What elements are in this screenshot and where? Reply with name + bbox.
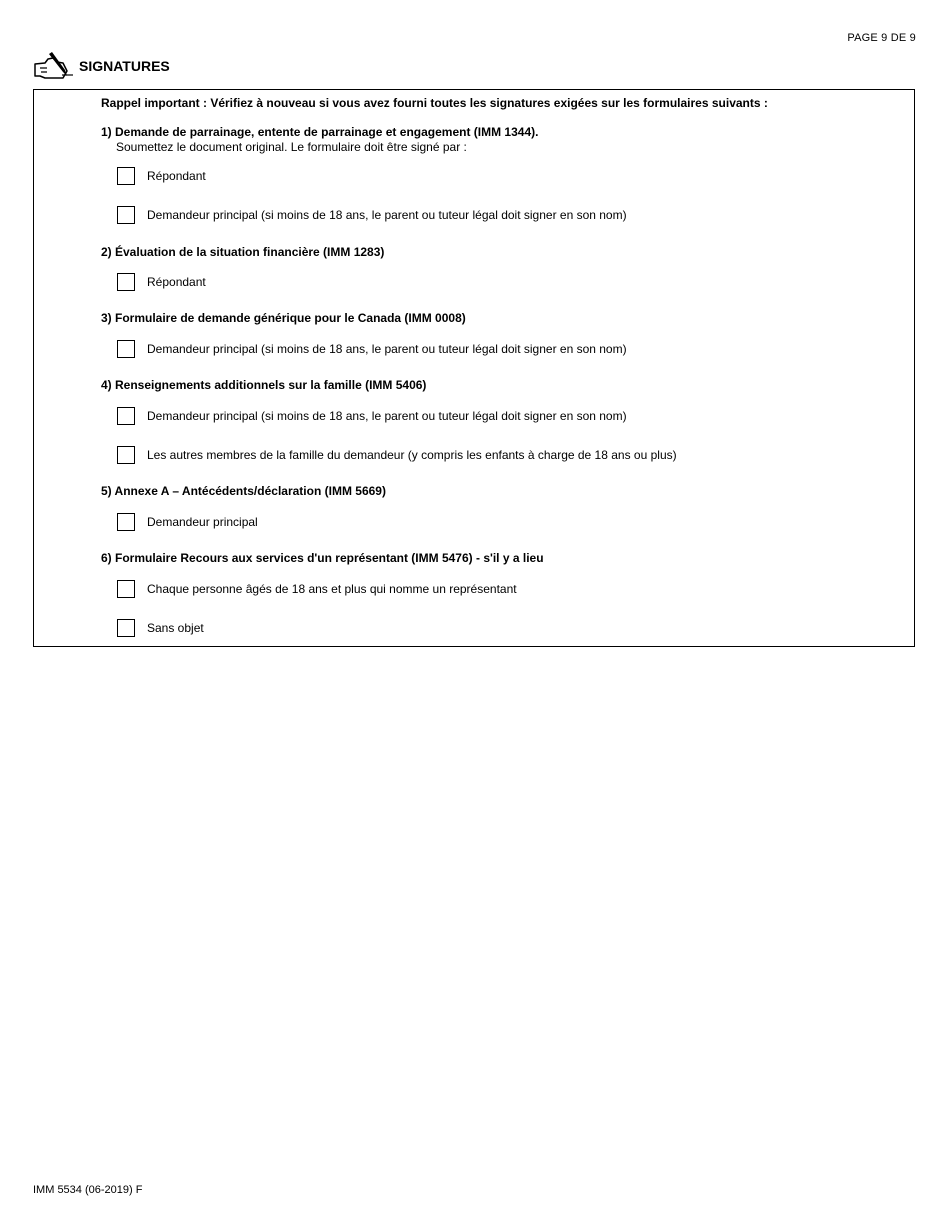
page-number: PAGE 9 DE 9 — [847, 32, 916, 44]
form-note-imm1344: Soumettez le document original. Le formulaire doit être signé par : — [116, 140, 467, 154]
checkbox-imm5406-demandeur-principal[interactable] — [117, 407, 135, 425]
section-title: SIGNATURES — [79, 58, 170, 74]
check-row-imm1344-demandeur — [117, 206, 627, 224]
signatures-checklist-box — [33, 89, 915, 647]
form-heading-imm5476: 6) Formulaire Recours aux services d'un représentant (IMM 5476) - s'il y a lieu — [101, 551, 544, 565]
check-row-imm5406-demandeur — [117, 407, 627, 425]
form-code: IMM 5534 (06-2019) F — [33, 1184, 143, 1196]
checkbox-label: Demandeur principal (si moins de 18 ans, le parent ou tuteur légal doit signer en son nom) — [147, 208, 627, 222]
important-reminder: Rappel important : Vérifiez à nouveau si vous avez fourni toutes les signatures exigées sur les formulaires suivants : — [101, 96, 768, 110]
form-heading-imm0008: 3) Formulaire de demande générique pour le Canada (IMM 0008) — [101, 311, 466, 325]
check-row-imm5406-famille — [117, 446, 677, 464]
hand-pen-icon — [33, 50, 75, 82]
checkbox-imm5406-autres-membres[interactable] — [117, 446, 135, 464]
check-row-imm1283-repondant — [117, 273, 206, 291]
form-heading-imm1344: 1) Demande de parrainage, entente de parrainage et engagement (IMM 1344). — [101, 125, 539, 139]
checkbox-label: Les autres membres de la famille du demandeur (y compris les enfants à charge de 18 ans ou plus) — [147, 448, 677, 462]
check-row-imm5476-representant — [117, 580, 517, 598]
section-header — [33, 50, 170, 82]
checkbox-label: Répondant — [147, 275, 206, 289]
checkbox-label: Sans objet — [147, 621, 204, 635]
checkbox-imm5476-chaque-personne[interactable] — [117, 580, 135, 598]
checkbox-label: Chaque personne âgés de 18 ans et plus qui nomme un représentant — [147, 582, 517, 596]
form-heading-imm5406: 4) Renseignements additionnels sur la famille (IMM 5406) — [101, 378, 427, 392]
check-row-imm5476-sans-objet — [117, 619, 204, 637]
checkbox-label: Demandeur principal — [147, 515, 258, 529]
checkbox-label: Demandeur principal (si moins de 18 ans, le parent ou tuteur légal doit signer en son nom) — [147, 342, 627, 356]
checkbox-imm1283-repondant[interactable] — [117, 273, 135, 291]
checkbox-imm5669-demandeur-principal[interactable] — [117, 513, 135, 531]
checkbox-imm5476-sans-objet[interactable] — [117, 619, 135, 637]
checkbox-label: Demandeur principal (si moins de 18 ans, le parent ou tuteur légal doit signer en son nom) — [147, 409, 627, 423]
form-heading-imm1283: 2) Évaluation de la situation financière (IMM 1283) — [101, 245, 385, 259]
checkbox-label: Répondant — [147, 169, 206, 183]
checkbox-imm1344-repondant[interactable] — [117, 167, 135, 185]
checkbox-imm0008-demandeur-principal[interactable] — [117, 340, 135, 358]
form-heading-imm5669: 5) Annexe A – Antécédents/déclaration (IMM 5669) — [101, 484, 386, 498]
checkbox-imm1344-demandeur-principal[interactable] — [117, 206, 135, 224]
check-row-imm1344-repondant — [117, 167, 206, 185]
check-row-imm0008-demandeur — [117, 340, 627, 358]
check-row-imm5669-demandeur — [117, 513, 258, 531]
